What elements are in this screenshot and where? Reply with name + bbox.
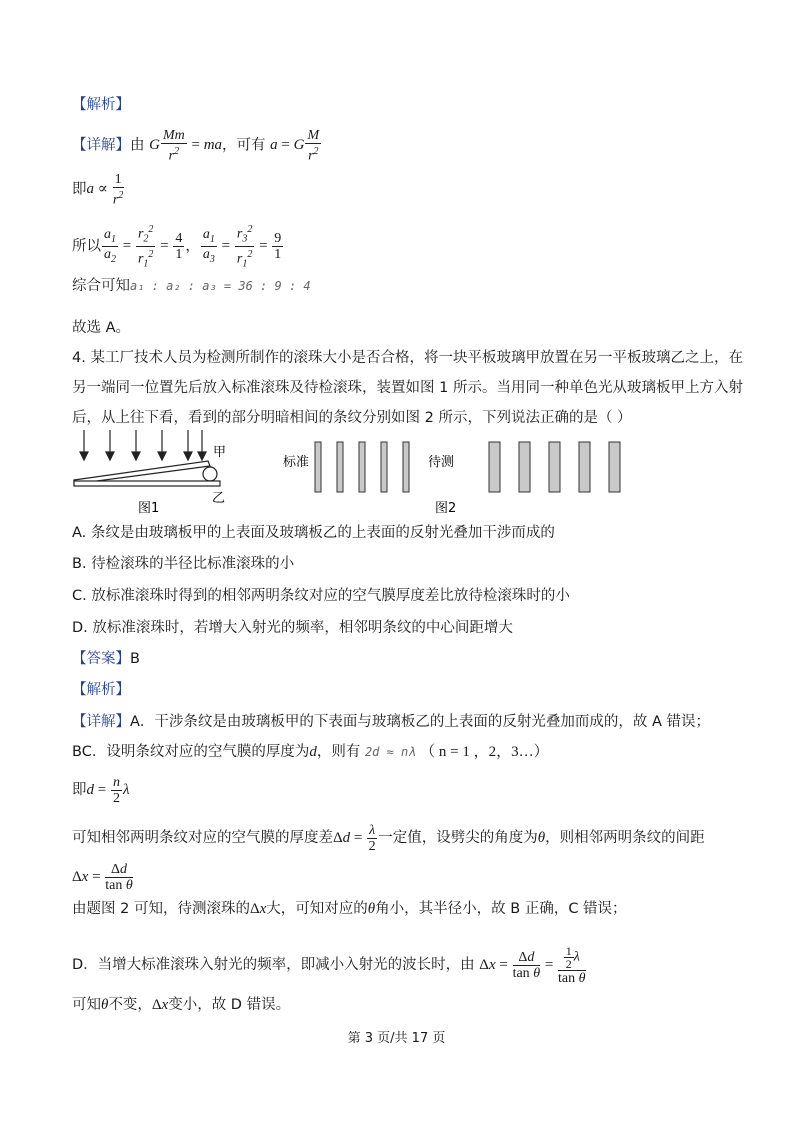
detail-label-2: 【详解】 [72,714,130,730]
text-sep: ， [185,238,200,255]
ball [203,467,217,481]
d-text-a: D．当增大标准滚珠入射光的频率，即减小入射光的波长时，由 [72,956,475,973]
detail2-line-bc [72,742,549,762]
label-test: 待测 [428,455,455,470]
detail2-line-ji [72,775,129,806]
label-standard: 标准 [283,455,310,470]
question-line-1 [72,348,743,368]
interference-figure [70,430,630,515]
question-text-1: 某工厂技术人员为检测所制作的滚珠大小是否合格，将一块平板玻璃甲放置在另一平板玻璃乙之上，在 [90,350,743,366]
text-from: 由 [130,137,145,154]
gravity-formula: G $\frac{Mm}{r^2}$ = ma [149,128,223,164]
text-then: ，可有 [222,137,266,154]
test-fringes [489,442,620,492]
detail-line-4 [72,276,311,296]
ratio-formula-2: $\frac{a_1}{a_3}$ = $\frac{r_3^2}{r_1^2}$ = $\frac{9}{1}$ [202,224,282,270]
delta-x-formula: Δx = $\frac{\Delta d}{\text{tan θ}}$ [72,862,133,893]
var-theta-2: θ [367,901,376,917]
var-d: d [309,744,317,760]
option-a: A. 条纹是由玻璃板甲的上表面及玻璃板乙的上表面的反射光叠加干涉而成的 [72,525,555,541]
bc-text-b: ，则有 [316,744,361,760]
bc-range: （ n = 1 ，2，3…） [420,744,549,760]
glass-plate-yi [74,481,220,486]
last-text-c: 变小，故 D 错误。 [168,997,291,1013]
detail2-line-d [72,945,587,986]
var-delta-x-2: Δx [151,997,169,1013]
var-theta: θ [537,829,546,846]
fig2-text-a: 由题图 2 可知，待测滚珠的 [72,901,250,917]
var-delta-x: Δx [249,901,267,917]
last-text-a: 可知 [72,997,101,1013]
answer-line [72,649,140,669]
option-c: C. 放标准滚珠时得到的相邻两明条纹对应的空气膜厚度差比放待检滚珠时的小 [72,588,570,604]
text-zonghe: 综合可知 [72,278,130,294]
figure-2 [283,442,620,515]
text-ji: 即 [72,181,87,198]
answer-label: 【答案】 [72,651,130,667]
answer-value: B [130,651,140,667]
question-line-3: 后，从上往下看，看到的部分明暗相间的条纹分别如图 2 所示，下列说法正确的是（ ） [72,410,632,426]
incident-light-arrows [80,430,206,460]
delta-d-formula: Δd = $\frac{\lambda}{2}$ [333,823,376,854]
d-formula: d = $\frac{n}{2}$ λ [86,775,130,806]
standard-fringes [315,442,409,492]
page-footer: 第 3 页/共 17 页 [347,1031,446,1046]
var-theta-3: θ [101,997,109,1013]
analysis-label-1: 【解析】 [72,97,130,113]
bc-equation: 2d ≈ nλ [364,745,416,759]
delta-x-formula-2: Δx = $\frac{\Delta d}{\text{tan θ}}$ = $\frac{1}{2}$ λ tan θ [479,944,586,986]
option-d: D. 放标准滚珠时，若增大入射光的频率，相邻明条纹的中心间距增大 [72,620,513,636]
detail2-text-a: A．干涉条纹是由玻璃板甲的下表面与玻璃板乙的上表面的反射光叠加而成的，故 A 错误； [130,714,711,730]
detail2-line-fig2 [72,899,627,919]
ratio-result: a₁ : a₂ : a₃ = 36 : 9 : 4 [130,279,311,293]
delta-text-a: 可知相邻两明条纹对应的空气膜的厚度差 [72,829,333,846]
ratio-formula-1: $\frac{a_1}{a_2}$ = $\frac{r_2^2}{r_1^2}$ = $\frac{4}{1}$ [104,224,183,270]
conclusion-1: 故选 A。 [72,320,131,336]
text-ji-2: 即 [72,781,87,798]
detail2-line-delta [72,823,705,854]
last-text-b: 不变， [108,997,152,1013]
detail-line-3 [72,222,284,272]
detail-label-1: 【详解】 [72,137,130,154]
figure-1 [74,430,226,515]
detail-line-2 [72,172,125,208]
analysis-label-2: 【解析】 [72,682,130,698]
detail-line-1 [72,128,322,164]
caption-fig2: 图2 [435,501,457,515]
label-jia: 甲 [213,445,227,460]
caption-fig1: 图1 [138,501,160,515]
acceleration-formula: a = G $\frac{M}{r^2}$ [270,128,320,164]
detail2-line-last [72,995,290,1015]
question-number: 4. [72,350,86,366]
bc-text-a: BC．设明条纹对应的空气膜的厚度为 [72,744,310,760]
delta-text-c: ，则相邻两明条纹的间距 [545,829,705,846]
proportional-formula: a ∝ $\frac{1}{r^2}$ [86,172,124,208]
delta-text-b: 一定值，设劈尖的角度为 [378,829,538,846]
text-suoyi: 所以 [72,238,101,255]
fig2-text-c: 角小，其半径小，故 B 正确，C 错误； [375,901,627,917]
detail2-line-a [72,712,710,732]
option-b: B. 待检滚珠的半径比标准滚珠的小 [72,556,295,572]
label-yi: 乙 [212,491,226,506]
question-line-2: 另一端同一位置先后放入标准滚珠及待检滚珠，装置如图 1 所示。当用同一种单色光从玻璃板甲上方入射 [72,380,743,396]
fig2-text-b: 大，可知对应的 [266,901,368,917]
detail2-line-dx [72,862,134,893]
